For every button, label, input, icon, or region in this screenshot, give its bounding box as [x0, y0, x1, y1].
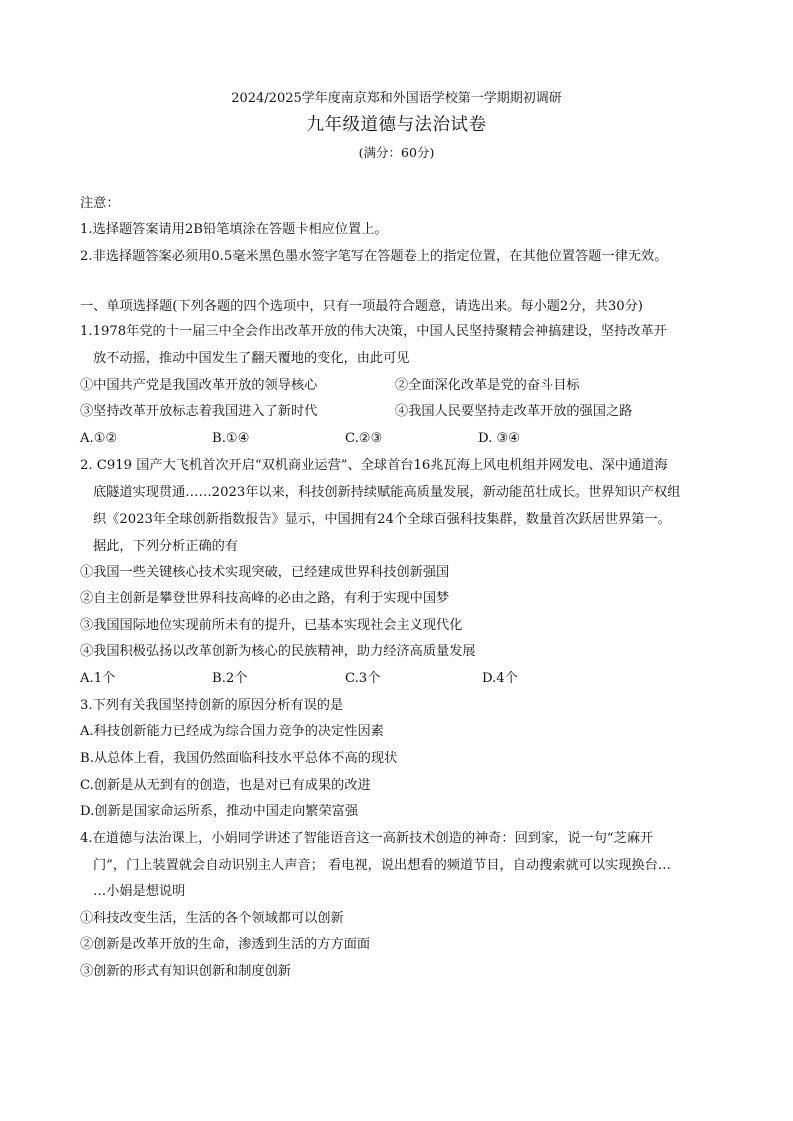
question-1-stem: 1.1978年党的十一届三中全会作出改革开放的伟大决策，中国人民坚持聚精会神搞建设，坚持改革开	[80, 324, 667, 339]
question-4-stem: 4.在道德与法治课上，小娟同学讲述了智能语音这一高新技术创造的神奇：回到家，说一句“芝麻开	[80, 831, 654, 846]
exam-subtitle: 2024/2025学年度南京郑和外国语学校第一学期期初调研	[231, 91, 562, 106]
question-2-stem: 据此，下列分析正确的有	[93, 539, 239, 554]
statement-item: ①中国共产党是我国改革开放的领导核心	[80, 378, 318, 393]
question-2-stem: 2. C919 国产大飞机首次开启“双机商业运营”、全球首台16兆瓦海上风电机组并网发电、深中通道海	[80, 458, 668, 473]
note-item: 1.选择题答案请用2B铅笔填涂在答题卡相应位置上。	[80, 222, 388, 237]
note-item: 2.非选择题答案必须用0.5毫米黑色墨水签字笔写在答题卷上的指定位置，在其他位置答题一律无效。	[80, 249, 668, 264]
answer-option: A.①②	[80, 431, 118, 446]
question-3-stem: 3.下列有关我国坚持创新的原因分析有误的是	[80, 698, 344, 713]
question-4-stem: …小娟是想说明	[93, 884, 186, 899]
answer-option: B.从总体上看，我国仍然面临科技水平总体不高的现状	[80, 751, 398, 766]
answer-option: A.1个	[80, 671, 116, 686]
statement-item: ①科技改变生活，生活的各个领域都可以创新	[80, 911, 344, 926]
answer-option: D.创新是国家命运所系，推动中国走向繁荣富强	[80, 804, 359, 819]
answer-option: B.①④	[212, 431, 250, 446]
statement-item: ①我国一些关键核心技术实现突破，已经建成世界科技创新强国	[80, 565, 450, 580]
statement-item: ④我国人民要坚持走改革开放的强国之路	[395, 404, 633, 419]
answer-option: C.3个	[345, 671, 381, 686]
statement-item: ③坚持改革开放标志着我国进入了新时代	[80, 404, 318, 419]
statement-item: ③创新的形式有知识创新和制度创新	[80, 964, 291, 979]
statement-item: ②自主创新是攀登世界科技高峰的必由之路，有利于实现中国梦	[80, 591, 450, 606]
notes-label: 注意：	[80, 196, 120, 211]
answer-option: D.4个	[482, 671, 518, 686]
question-1-stem: 放不动摇，推动中国发生了翻天覆地的变化，由此可见	[93, 351, 410, 366]
question-2-stem: 织《2023年全球创新指数报告》显示，中国拥有24个全球百强科技集群，数量首次跃居世界第一。	[93, 512, 671, 527]
statement-item: ②全面深化改革是党的奋斗目标	[395, 378, 580, 393]
section-heading: 一、单项选择题(下列各题的四个选项中，只有一项最符合题意，请选出来。每小题2分，共30分)	[80, 299, 643, 314]
statement-item: ④我国积极弘扬以改革创新为核心的民族精神，助力经济高质量发展	[80, 644, 476, 659]
answer-option: A.科技创新能力已经成为综合国力竞争的决定性因素	[80, 724, 384, 739]
answer-option: B.2个	[212, 671, 248, 686]
statement-item: ③我国国际地位实现前所未有的提升，已基本实现社会主义现代化	[80, 618, 463, 633]
question-4-stem: 门”，门上装置就会自动识别主人声音； 看电视，说出想看的频道节目，自动搜索就可以实现换台…	[93, 858, 671, 873]
answer-option: C.②③	[345, 431, 383, 446]
question-2-stem: 底隧道实现贯通……2023年以来，科技创新持续赋能高质量发展，新动能茁壮成长。世界知识产权组	[93, 485, 681, 500]
statement-item: ②创新是改革开放的生命，渗透到生活的方方面面	[80, 937, 371, 952]
exam-title: 九年级道德与法治试卷	[306, 115, 487, 135]
score-note: (满分：60分)	[358, 145, 435, 160]
answer-option: C.创新是从无到有的创造，也是对已有成果的改进	[80, 778, 371, 793]
answer-option: D. ③④	[478, 431, 521, 446]
